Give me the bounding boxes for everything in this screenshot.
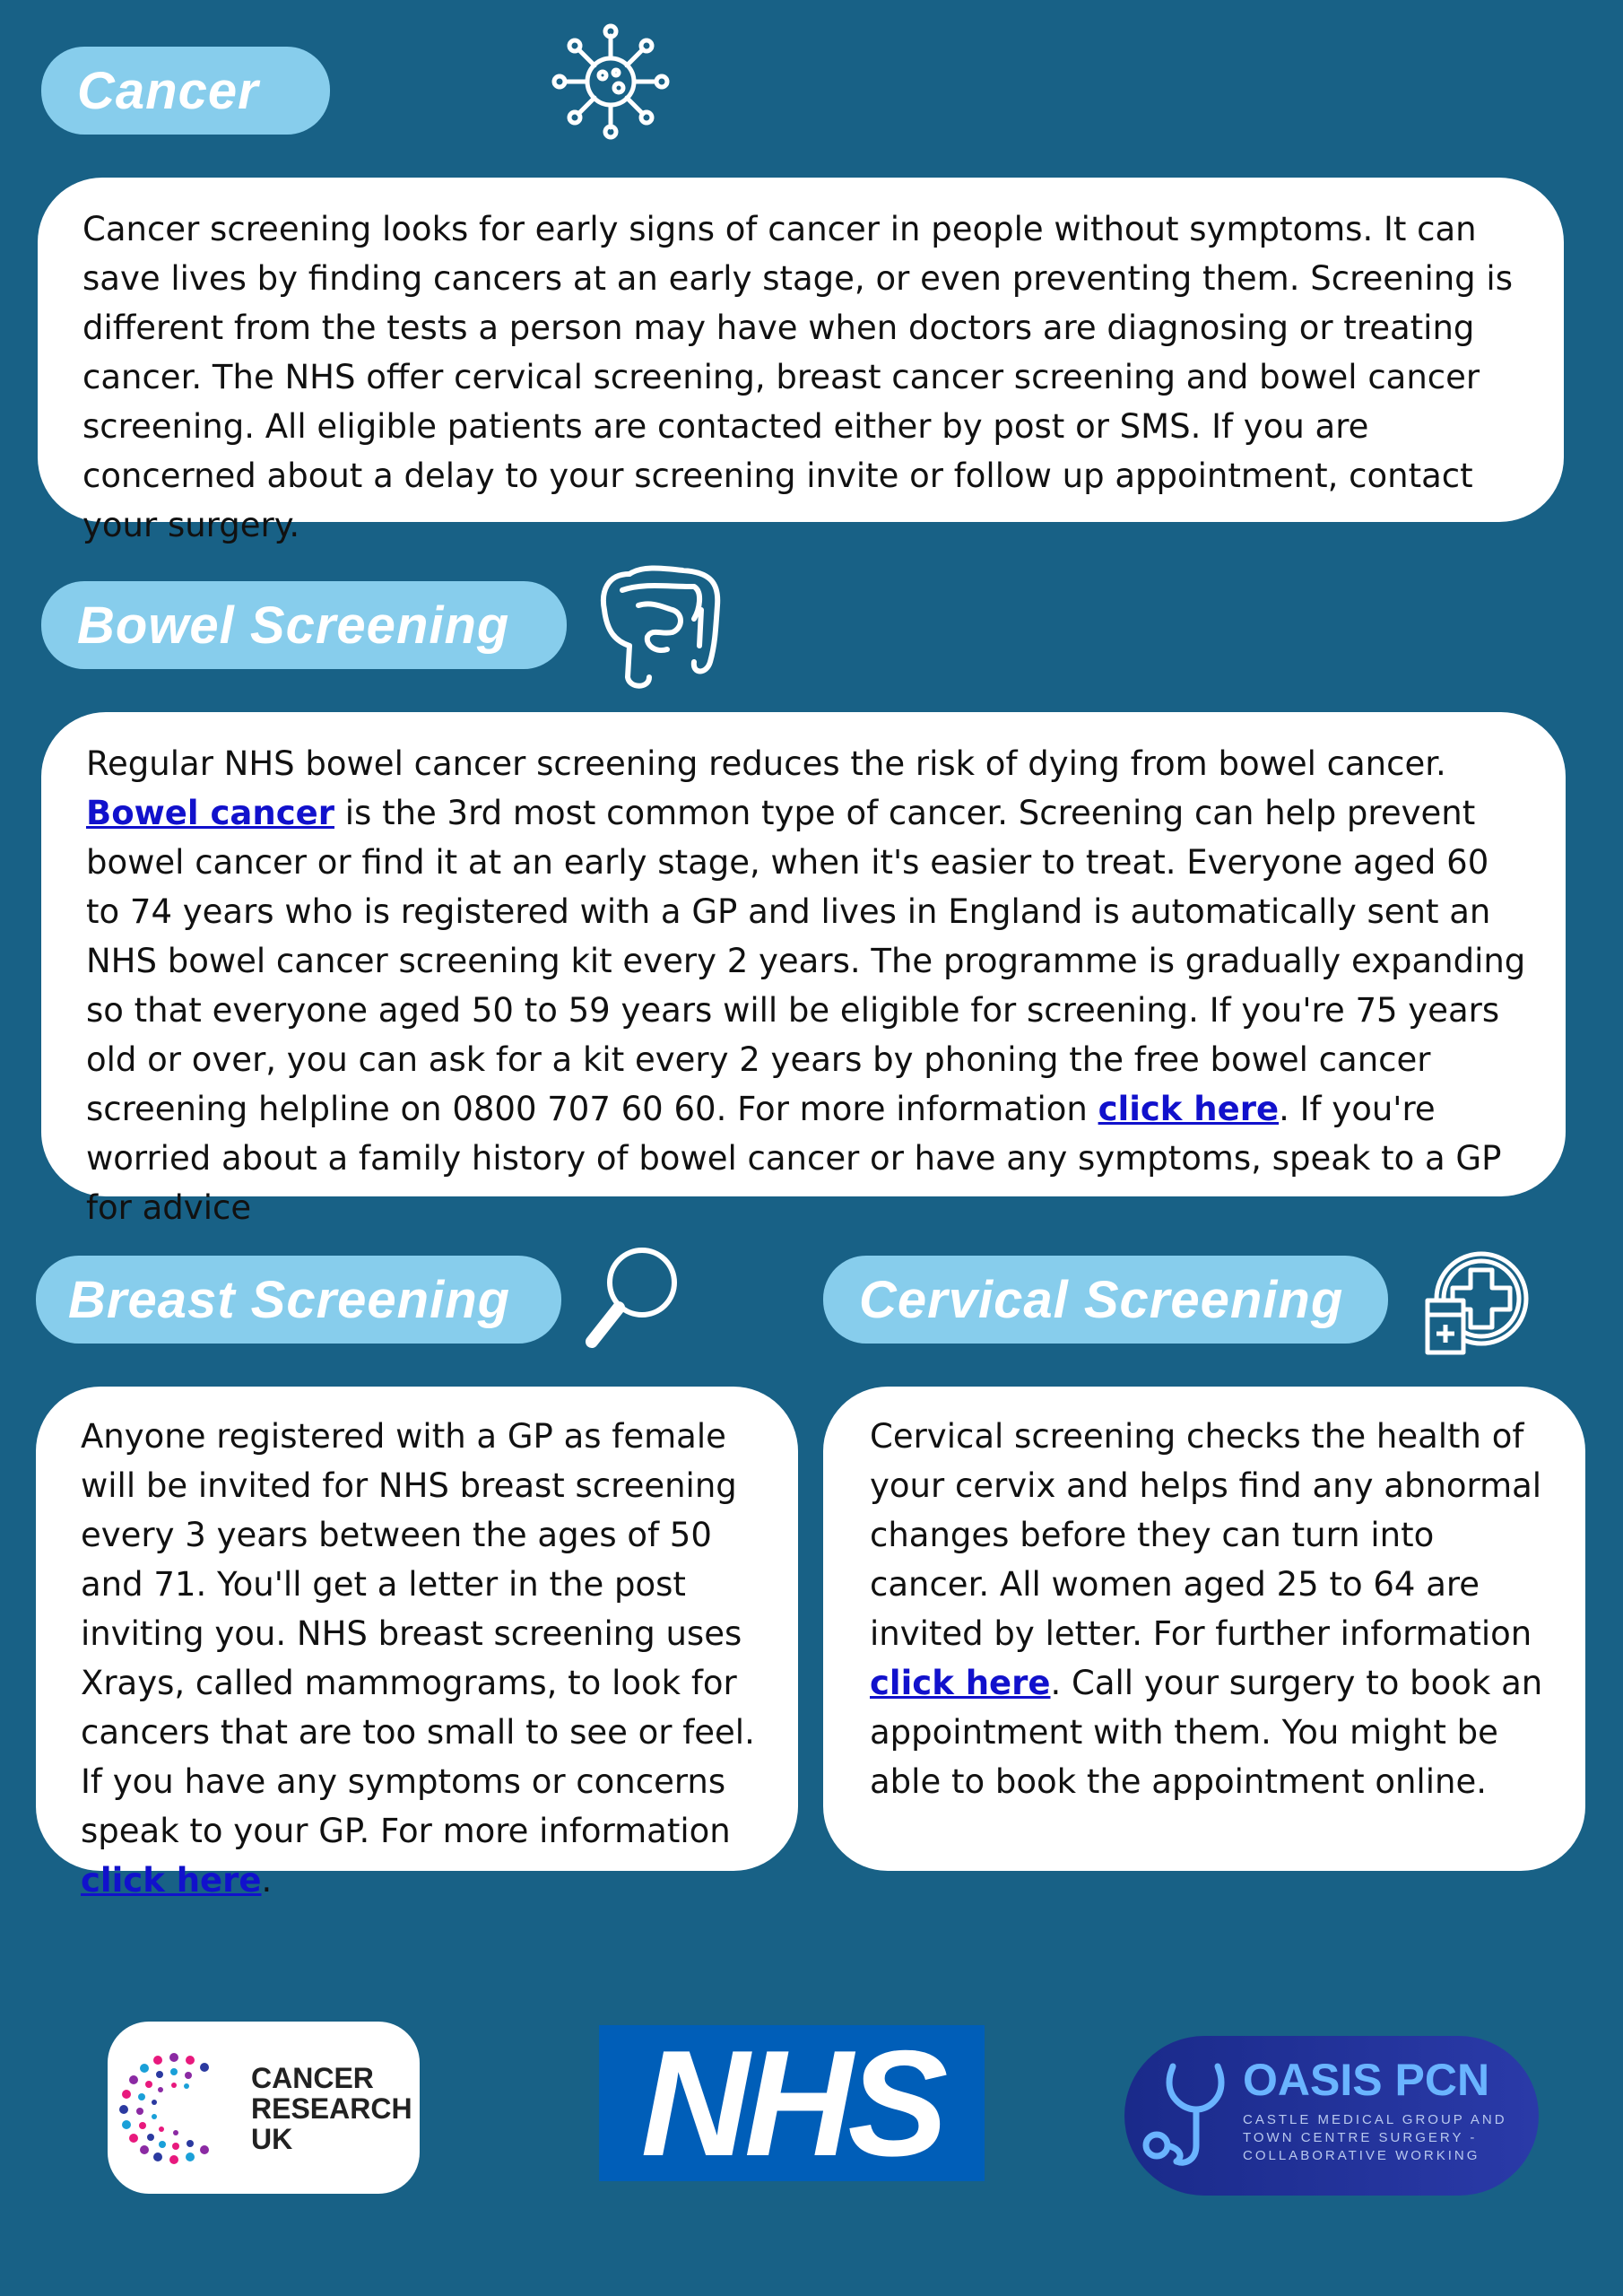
bowel-heading <box>41 581 567 669</box>
cancer-heading-text: Cancer <box>77 61 259 120</box>
cervical-heading <box>823 1256 1388 1344</box>
cancer-research-uk-logo <box>108 2022 420 2194</box>
oasis-pcn-subtitle <box>1243 2111 1507 2165</box>
magnifier-icon <box>583 1245 690 1352</box>
cancer-heading <box>41 47 330 135</box>
oasis-pcn-title: OASIS PCN <box>1243 2055 1490 2105</box>
oasis-pcn-logo <box>1124 2036 1539 2196</box>
cancer-card <box>38 178 1564 544</box>
bowel-cancer-link[interactable]: Bowel cancer <box>86 794 334 832</box>
virus-icon <box>549 23 673 140</box>
medical-cross-icon <box>1422 1250 1530 1358</box>
bowel-body-mid: is the 3rd most common type of cancer. Screening can help prevent bowel cancer or find it at an early stage, when it's easier to treat. Everyone aged 60 to 74 years who is registered with a GP and lives in England is automatically sent an NHS bowel cancer screening kit every 2 years. The programme is gradually expanding so that everyone aged 50 to 59 years will be eligible for screening. If you're 75 years old or over, you can ask for a kit every 2 years by phoning the free bowel cancer screening helpline on 0800 707 60 60. For more information <box>86 794 1526 1128</box>
bowel-body-end: . If you're worried about a family history of bowel cancer or have any symptoms, speak to a GP for advice <box>86 1090 1502 1227</box>
cervical-body: Cervical screening checks the health of your cervix and helps find any abnormal changes before they can turn into cancer. All women aged 25 to 64 are invited by letter. For further information <box>870 1417 1542 1653</box>
nhs-logo <box>599 2019 985 2187</box>
bowel-click-here-link[interactable]: click here <box>1098 1090 1280 1128</box>
oasis-sub1: CASTLE MEDICAL GROUP AND <box>1243 2112 1507 2127</box>
bowel-intro: Regular NHS bowel cancer screening reduces the risk of dying from bowel cancer. <box>86 744 1446 783</box>
breast-heading-text: Breast Screening <box>68 1270 511 1329</box>
breast-click-here-link[interactable]: click here <box>81 1861 262 1900</box>
cancer-research-wordmark <box>251 2063 412 2154</box>
cancer-body: Cancer screening looks for early signs of cancer in people without symptoms. It can save lives by finding cancers at an early stage, or even preventing them. Screening is different from the tests a person may have when doctors are diagnosing or treating cancer. The NHS offer cervical screening, breast cancer screening and bowel cancer screening. All eligible patients are contacted either by post or SMS. If you are concerned about a delay to your screening invite or follow up appointment, contact your surgery. <box>82 210 1513 544</box>
oasis-sub3: COLLABORATIVE WORKING <box>1243 2148 1480 2163</box>
nhs-logo-text: NHS <box>640 2019 943 2187</box>
cervical-body-end: . Call your surgery to book an appointment with them. You might be able to book the appointment online. <box>870 1664 1543 1801</box>
cervical-card <box>823 1387 1585 1871</box>
breast-body: Anyone registered with a GP as female will be invited for NHS breast screening every 3 years between the ages of 50 and 71. You'll get a letter in the post inviting you. NHS breast screening uses Xrays, called mammograms, to look for cancers that are too small to see or feel. If you have any symptoms or concerns speak to your GP. For more information <box>81 1417 755 1850</box>
cancer-research-line3: UK <box>251 2123 293 2155</box>
cancer-research-c-mark <box>111 2045 237 2170</box>
stethoscope-icon <box>1137 2059 1236 2176</box>
oasis-sub2: TOWN CENTRE SURGERY - <box>1243 2130 1478 2145</box>
cancer-research-line1: CANCER <box>251 2062 374 2094</box>
cervical-click-here-link[interactable]: click here <box>870 1664 1051 1702</box>
cancer-research-line2: RESEARCH <box>251 2092 412 2125</box>
bowel-card <box>41 712 1566 1227</box>
cervical-heading-text: Cervical Screening <box>859 1270 1344 1329</box>
intestine-icon <box>594 556 728 691</box>
breast-card <box>36 1387 798 1900</box>
bowel-heading-text: Bowel Screening <box>77 596 510 655</box>
breast-body-end: . <box>261 1861 273 1900</box>
breast-heading <box>36 1256 561 1344</box>
